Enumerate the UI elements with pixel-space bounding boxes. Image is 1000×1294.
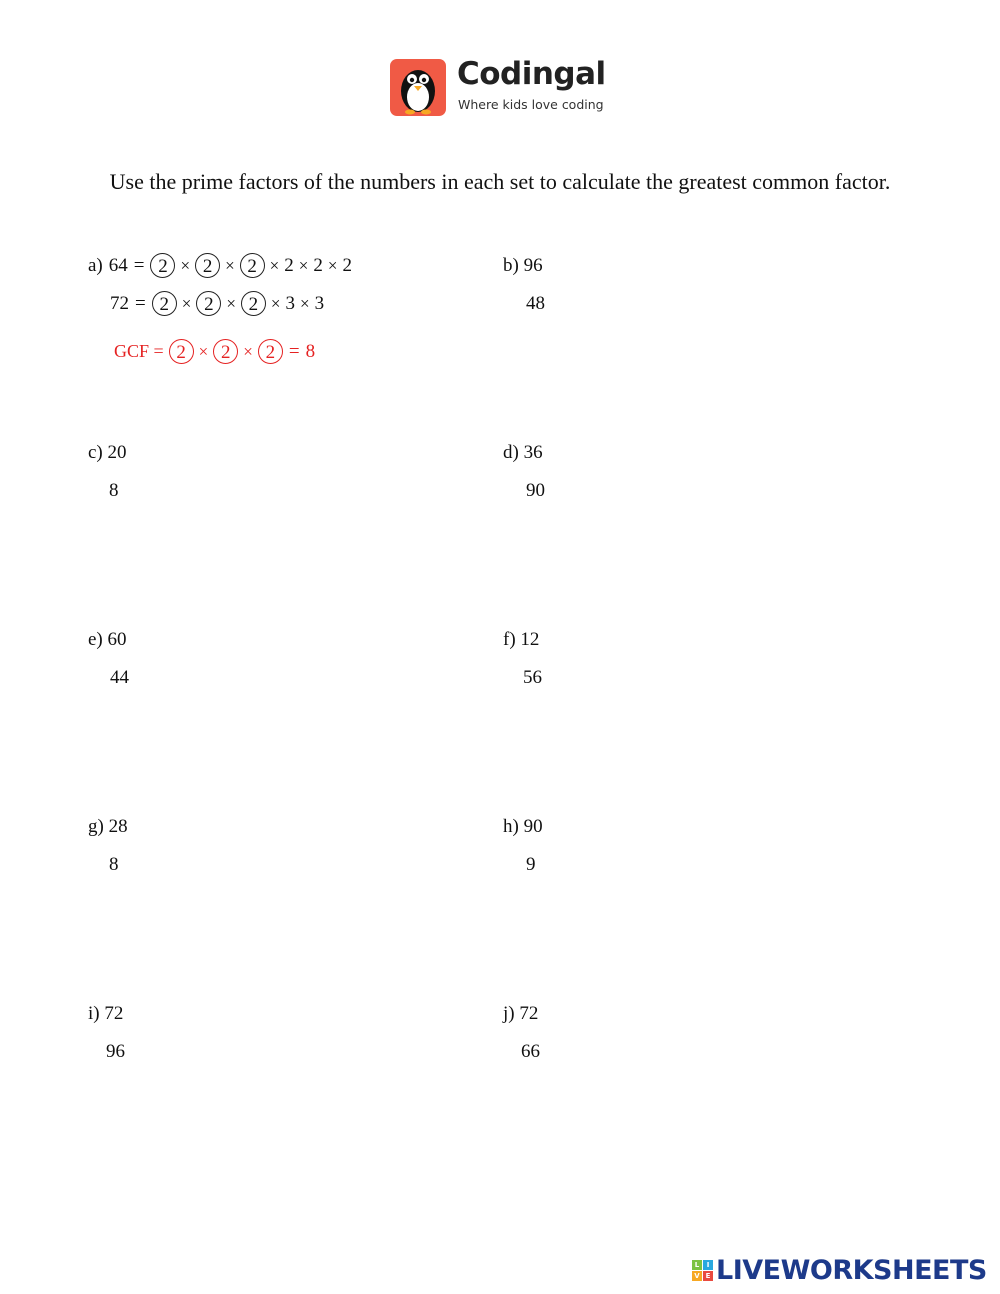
problem-label: g)	[88, 816, 104, 837]
problem-i-label-first	[88, 1003, 123, 1025]
problem-label: b)	[503, 255, 519, 276]
problem-label: d)	[503, 442, 519, 463]
gcf-answer-line	[114, 339, 315, 364]
instructions-text: Use the prime factors of the numbers in each set to calculate the greatest common factor.	[109, 169, 891, 194]
problem-j-label-first	[503, 1003, 538, 1025]
problem-first-number: 60	[107, 629, 127, 650]
brand-name: Codingal	[457, 56, 606, 92]
gcf-result: 8	[305, 340, 316, 362]
problem-first-number: 20	[107, 442, 127, 463]
example-second-number: 72	[110, 292, 129, 314]
circled-factor: 2	[150, 253, 175, 278]
times-sign: ×	[243, 341, 253, 361]
equals-sign: =	[288, 340, 300, 362]
remaining-factor: 2	[313, 254, 323, 276]
times-sign: ×	[225, 255, 235, 275]
gcf-label: GCF =	[114, 341, 164, 361]
problem-label: c)	[88, 442, 103, 463]
problem-first-number: 90	[523, 816, 543, 837]
problem-d-second: 90	[526, 480, 545, 501]
penguin-icon	[390, 59, 446, 116]
problem-label: e)	[88, 629, 103, 650]
liveworksheets-wordmark: LIVEWORKSHEETS	[716, 1254, 987, 1286]
problem-first-number: 96	[523, 255, 543, 276]
times-sign: ×	[198, 341, 209, 361]
codingal-logo	[390, 56, 630, 117]
remaining-factor: 2	[342, 254, 352, 276]
problem-h-label-first	[503, 816, 543, 838]
equals-sign: =	[133, 254, 145, 276]
problem-b-second: 48	[526, 293, 545, 314]
times-sign: ×	[300, 293, 310, 313]
problem-first-number: 72	[104, 1003, 124, 1024]
remaining-factor: 3	[285, 292, 295, 314]
problem-i-second: 96	[106, 1041, 125, 1062]
problem-label: j)	[503, 1003, 515, 1024]
problem-g-label-first	[88, 816, 128, 838]
circled-factor: 2	[241, 291, 266, 316]
grid-letter: I	[703, 1260, 713, 1270]
liveworksheets-logo	[692, 1256, 987, 1284]
example-line-1	[88, 253, 352, 278]
circled-factor: 2	[240, 253, 265, 278]
example-line-2	[110, 291, 324, 316]
example-label: a)	[88, 254, 103, 276]
problem-d-label-first	[503, 442, 543, 464]
equals-sign: =	[135, 292, 146, 314]
grid-letter: L	[692, 1260, 702, 1270]
problem-f-label-first	[503, 629, 539, 651]
problem-e-label-first	[88, 629, 127, 651]
times-sign: ×	[226, 293, 236, 313]
times-sign: ×	[269, 255, 280, 275]
problem-first-number: 28	[108, 816, 128, 837]
times-sign: ×	[298, 255, 309, 275]
remaining-factor: 2	[284, 254, 294, 276]
circled-factor: 2	[152, 291, 177, 316]
problem-f-second: 56	[523, 667, 542, 688]
times-sign: ×	[270, 293, 281, 313]
grid-letter: E	[703, 1271, 713, 1281]
problem-c-second: 8	[109, 480, 119, 501]
problem-first-number: 72	[519, 1003, 539, 1024]
problem-first-number: 12	[520, 629, 540, 650]
liveworksheets-icon	[692, 1260, 713, 1281]
times-sign: ×	[180, 255, 191, 275]
times-sign: ×	[181, 293, 192, 313]
example-first-number: 64	[108, 254, 128, 276]
circled-factor: 2	[195, 253, 220, 278]
circled-factor: 2	[196, 291, 221, 316]
problem-e-second: 44	[110, 667, 129, 688]
problem-j-second: 66	[521, 1041, 540, 1062]
circled-factor: 2	[258, 339, 283, 364]
problem-b-label-first	[503, 255, 543, 277]
problem-first-number: 36	[523, 442, 543, 463]
problem-h-second: 9	[526, 854, 536, 875]
remaining-factor: 3	[314, 292, 325, 314]
circled-factor: 2	[169, 339, 194, 364]
problem-c-label-first	[88, 442, 127, 464]
circled-factor: 2	[213, 339, 238, 364]
problem-label: f)	[503, 629, 516, 650]
grid-letter: V	[692, 1271, 702, 1281]
problem-label: i)	[88, 1003, 100, 1024]
times-sign: ×	[327, 255, 338, 275]
problem-label: h)	[503, 816, 519, 837]
brand-tagline: Where kids love coding	[458, 97, 604, 112]
problem-g-second: 8	[109, 854, 119, 875]
